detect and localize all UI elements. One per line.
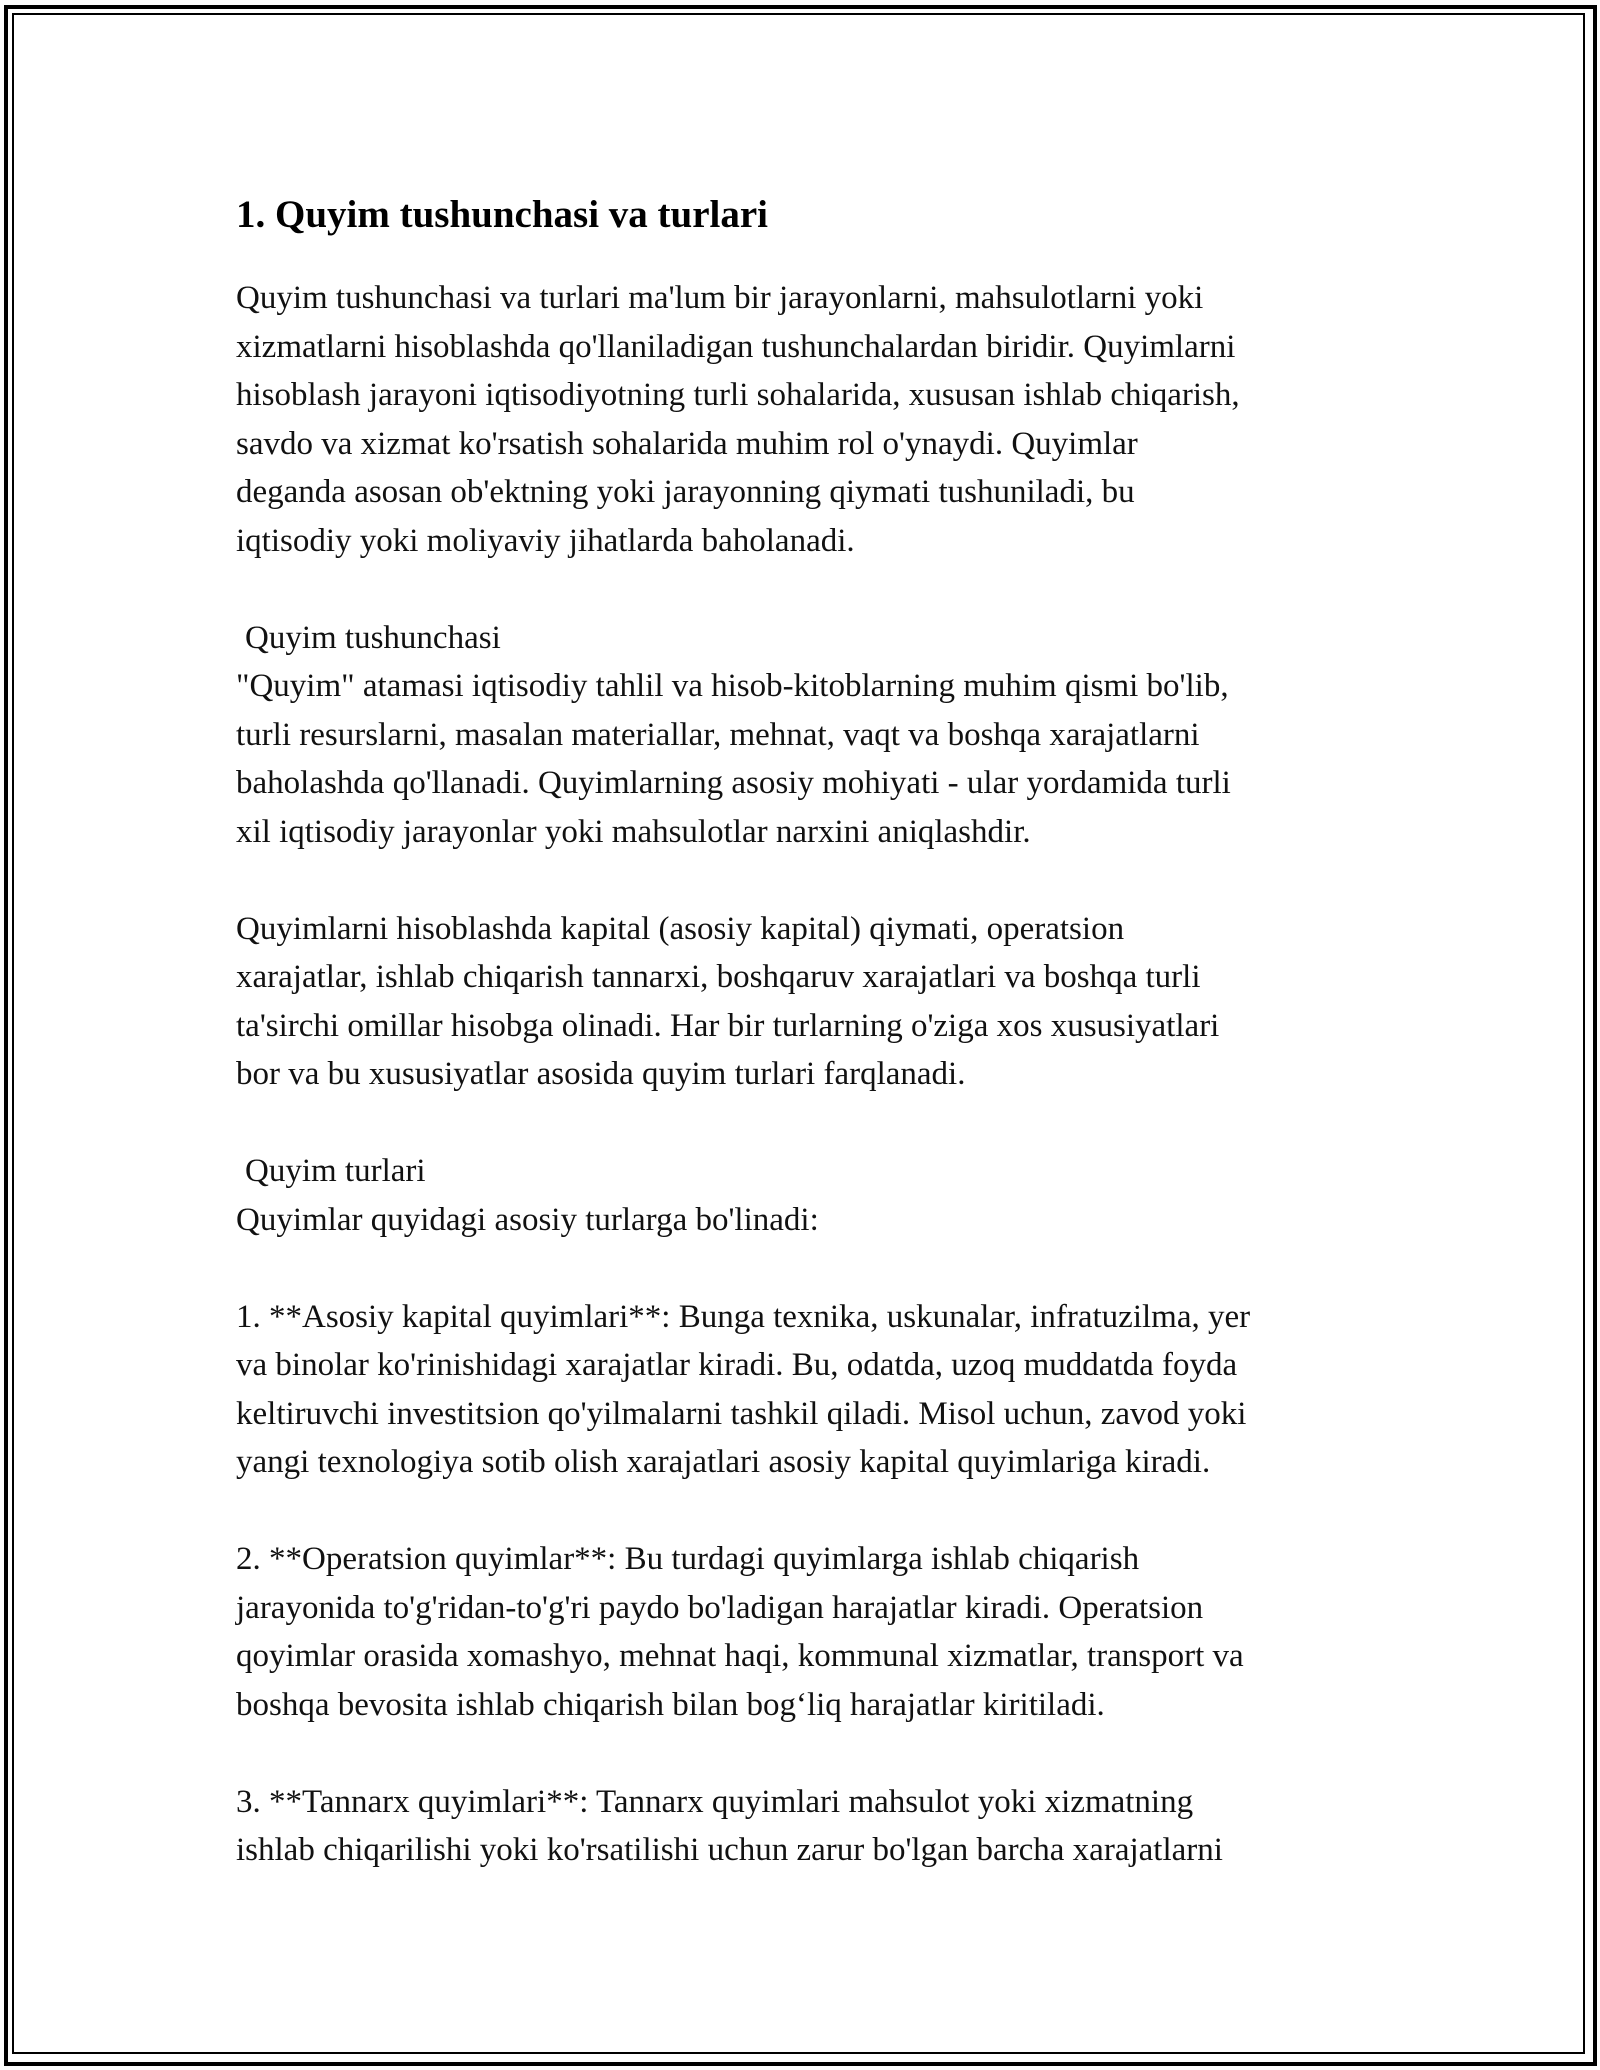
section-heading-quyim-turlari: Quyim turlari [245, 1153, 426, 1189]
paragraph-gap [236, 1244, 1376, 1293]
document-body [236, 180, 1376, 1875]
paragraph-gap [236, 1487, 1376, 1536]
list-item-operatsion: 2. **Operatsion quyimlar**: Bu turdagi quyimlarga ishlab chiqarish jarayonida to'g'ridan-to'g'ri paydo bo'ladigan harajatlar kiradi. Operatsion qoyimlar orasida xomashyo, mehnat haqi, kommunal xizmatlar, transport va boshqa bevosita ishlab chiqarish bilan bog‘liq harajatlar kiritiladi. [236, 1541, 1244, 1723]
document-title: 1. Quyim tushunchasi va turlari [236, 193, 769, 236]
section2-intro: Quyimlar quyidagi asosiy turlarga bo'linadi: [236, 1201, 819, 1238]
list-item-asosiy-kapital: 1. **Asosiy kapital quyimlari**: Bunga texnika, uskunalar, infratuzilma, yer va binolar ko'rinishidagi xarajatlar kiradi. Bu, odatda, uzoq muddatda foyda keltiruvchi investitsion qo'yilmalarni tashkil qiladi. Misol uchun, zavod yoki yangi texnologiya sotib olish xarajatlari asosiy kapital quyimlariga kiradi. [236, 1298, 1251, 1480]
intro-paragraph: Quyim tushunchasi va turlari ma'lum bir jarayonlarni, mahsulotlarni yoki xizmatlarni hisoblashda qo'llaniladigan tushunchalardan biridir. Quyimlarni hisoblash jarayoni iqtisodiyotning turli sohalarida, xususan ishlab chiqarish, savdo va xizmat ko'rsatish sohalarida muhim rol o'ynaydi. Quyimlar deganda asosan ob'ektning yoki jarayonning qiymati tushuniladi, bu iqtisodiy yoki moliyaviy jihatlarda baholanadi. [236, 280, 1240, 559]
paragraph-gap [236, 1099, 1376, 1148]
list-item-tannarx: 3. **Tannarx quyimlari**: Tannarx quyimlari mahsulot yoki xizmatning ishlab chiqarilishi yoki ko'rsatilishi uchun zarur bo'lgan barcha xarajatlarni [236, 1783, 1223, 1868]
paragraph-gap [236, 1729, 1376, 1778]
paragraph-gap [236, 856, 1376, 905]
section-heading-quyim-tushunchasi: Quyim tushunchasi [245, 619, 501, 656]
paragraph-gap [236, 565, 1376, 614]
section1-paragraph-1: "Quyim" atamasi iqtisodiy tahlil va hisob-kitoblarning muhim qismi bo'lib, turli resurslarni, masalan materiallar, mehnat, vaqt va boshqa xarajatlarni baholashda qo'llanadi. Quyimlarning asosiy mohiyati - ular yordamida turli xil iqtisodiy jarayonlar yoki mahsulotlar narxini aniqlashdir. [236, 668, 1231, 850]
section1-paragraph-2: Quyimlarni hisoblashda kapital (asosiy kapital) qiymati, operatsion xarajatlar, ishlab chiqarish tannarxi, boshqaruv xarajatlari va boshqa turli ta'sirchi omillar hisobga olinadi. Har bir turlarning o'ziga xos xususiyatlari bor va bu xususiyatlar asosida quyim turlari farqlanadi. [236, 910, 1220, 1092]
